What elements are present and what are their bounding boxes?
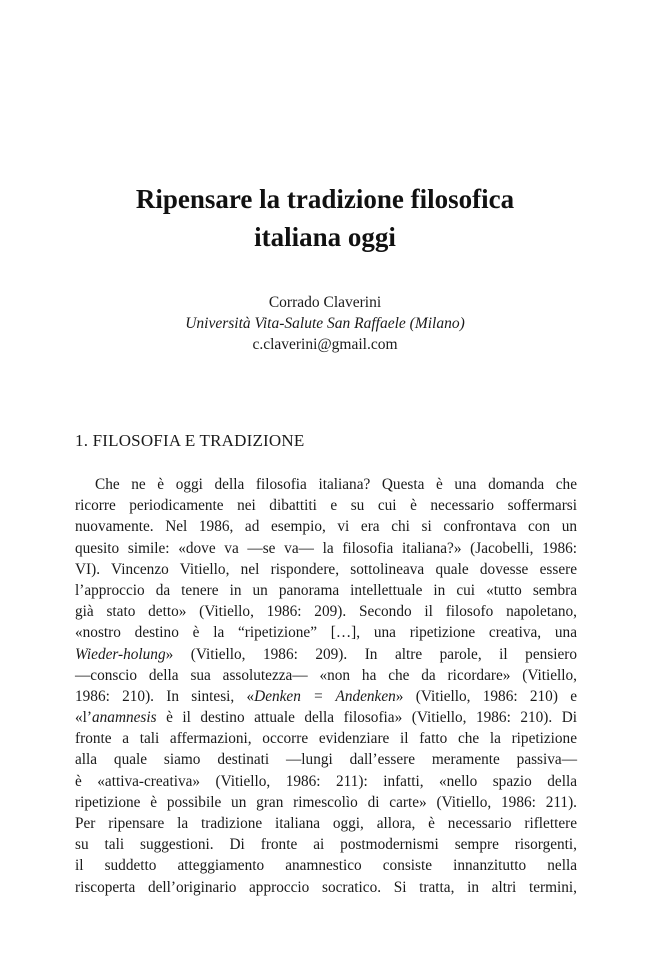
paragraph-line: fronte a tali affermazioni, occorre evidenziare il fatto che la ripetizione — [75, 730, 577, 748]
paragraph-line: «l’anamnesis è il destino attuale della filosofia» (Vitiello, 1986: 210). Di — [75, 709, 577, 727]
section-heading: 1. FILOSOFIA E TRADIZIONE — [75, 431, 305, 450]
paragraph-line: quesito simile: «dove va —se va— la filosofia italiana?» (Jacobelli, 1986: — [75, 539, 577, 557]
paragraph-line: VI). Vincenzo Vitiello, nel rispondere, sottolineava quale dovesse essere — [75, 560, 577, 578]
paragraph-line: ripetizione è possibile un gran rimescolìo di carte» (Vitiello, 1986: 211). — [75, 793, 577, 811]
paragraph-line: già stato detto» (Vitiello, 1986: 209). Secondo il filosofo napoletano, — [75, 603, 577, 621]
paragraph-line: nuovamente. Nel 1986, ad esempio, vi era chi si confrontava con un — [75, 518, 577, 536]
paragraph-line: Che ne è oggi della filosofia italiana? Questa è una domanda che — [95, 476, 577, 493]
title-line-2: italiana oggi — [254, 222, 396, 252]
paragraph-line: «nostro destino è la “ripetizione” […], una ripetizione creativa, una — [75, 624, 577, 642]
paragraph-line: il suddetto atteggiamento anamnestico consiste innanzitutto nella — [75, 857, 577, 875]
paragraph-line: 1986: 210). In sintesi, «Denken = Andenken» (Vitiello, 1986: 210) e — [75, 687, 577, 705]
body-paragraph — [75, 474, 577, 898]
author-email: c.claverini@gmail.com — [252, 336, 398, 353]
author-affiliation: Università Vita-Salute San Raffaele (Milano) — [185, 315, 465, 332]
paragraph-line: ricorre periodicamente nei dibattiti e su cui è necessario soffermarsi — [75, 497, 577, 515]
italic-term: Wieder-holung — [75, 645, 166, 663]
paragraph-line: riscoperta dell’originario approccio socratico. Si tratta, in altri termini, — [75, 878, 577, 896]
page-title — [0, 180, 650, 256]
paragraph-line: alla quale siamo destinati —lungi dall’essere meramente passiva— — [75, 751, 577, 769]
paragraph-line: —conscio della sua assolutezza— «non ha che da ricordare» (Vitiello, — [75, 666, 577, 684]
italic-term: Denken = Andenken — [254, 687, 396, 705]
author-name: Corrado Claverini — [268, 294, 382, 311]
paragraph-line: l’approccio da tenere in un panorama intellettuale in cui «tutto sembra — [75, 581, 577, 599]
italic-term: anamnesis — [92, 709, 157, 727]
paragraph-line: Wieder-holung» (Vitiello, 1986: 209). In altre parole, il pensiero — [75, 645, 577, 663]
author-block — [0, 292, 650, 355]
paragraph-line: è «attiva-creativa» (Vitiello, 1986: 211): infatti, «nello spazio della — [75, 772, 577, 790]
title-line-1: Ripensare la tradizione filosofica — [135, 184, 515, 214]
paragraph-line: Per ripensare la tradizione italiana oggi, allora, è necessario riflettere — [75, 815, 577, 832]
paragraph-line: su tali suggestioni. Di fronte ai postmodernismi sempre risorgenti, — [75, 836, 577, 854]
